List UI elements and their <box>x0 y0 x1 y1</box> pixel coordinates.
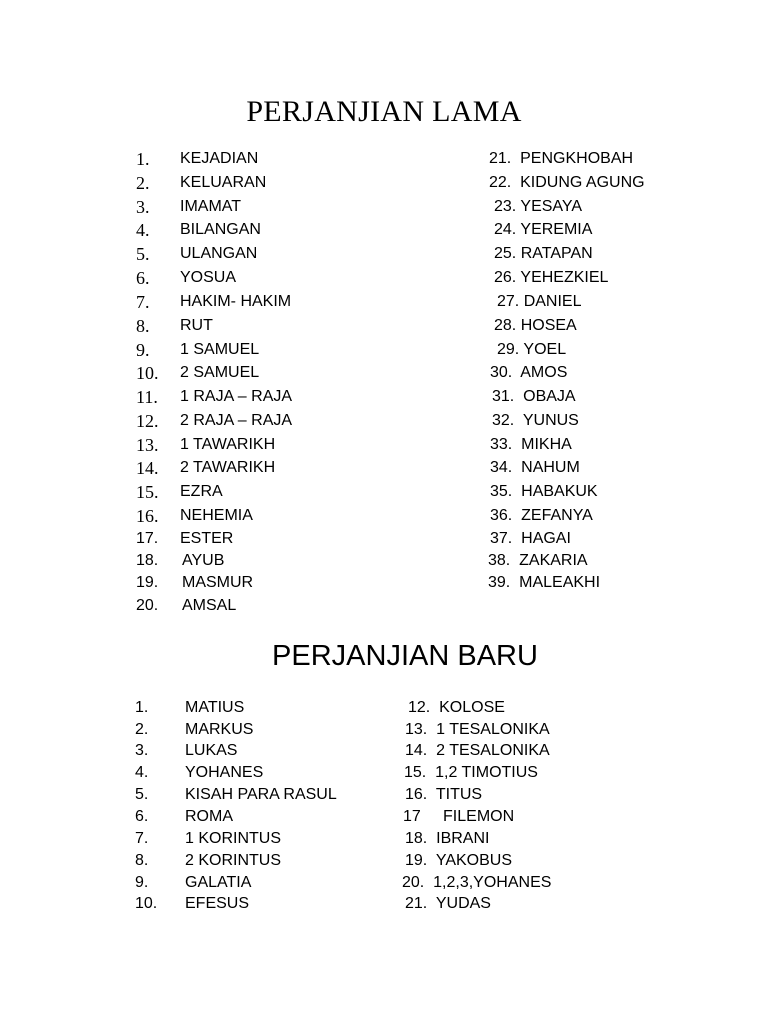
book-number: 3. <box>136 197 150 217</box>
book-name: 1 KORINTUS <box>185 830 282 847</box>
book-number: 2. <box>135 721 149 738</box>
book-number: 19. <box>136 574 159 591</box>
book-entry: 24. YEREMIA <box>494 221 593 238</box>
book-entry: 27. DANIEL <box>497 293 582 310</box>
book-name: 2 TAWARIKH <box>180 459 276 476</box>
book-entry: 28. HOSEA <box>494 317 577 334</box>
book-name: KEJADIAN <box>180 150 259 167</box>
book-name: IMAMAT <box>180 198 242 215</box>
book-name: MASMUR <box>182 574 254 591</box>
book-name: GALATIA <box>185 874 252 891</box>
book-entry: 26. YEHEZKIEL <box>494 269 609 286</box>
book-number: 4. <box>136 220 150 240</box>
book-entry: 18. IBRANI <box>405 830 490 847</box>
new-testament-title: PERJANJIAN BARU <box>272 640 538 672</box>
book-entry: 32. YUNUS <box>492 412 579 429</box>
book-number: 11. <box>136 387 158 407</box>
book-name: YOSUA <box>180 269 237 286</box>
old-testament-title: PERJANJIAN LAMA <box>246 95 522 128</box>
book-number: 20. <box>136 597 159 614</box>
book-name: ROMA <box>185 808 233 825</box>
book-name: RUT <box>180 317 213 334</box>
book-number: 1. <box>135 699 149 716</box>
book-number: 5. <box>135 786 149 803</box>
book-name: 2 RAJA – RAJA <box>180 412 293 429</box>
book-number: 6. <box>136 268 150 288</box>
book-number: 15. <box>136 482 159 502</box>
book-number: 7. <box>135 830 149 847</box>
book-entry: 35. HABAKUK <box>490 483 598 500</box>
book-name: NEHEMIA <box>180 507 253 524</box>
book-entry: 36. ZEFANYA <box>490 507 593 524</box>
book-name: BILANGAN <box>180 221 261 238</box>
book-name: ULANGAN <box>180 245 258 262</box>
book-number: 2. <box>136 173 150 193</box>
book-number: 8. <box>135 852 149 869</box>
book-name: LUKAS <box>185 742 238 759</box>
book-entry: 31. OBAJA <box>492 388 576 405</box>
book-entry: 19. YAKOBUS <box>405 852 513 869</box>
book-entry: 13. 1 TESALONIKA <box>405 721 550 738</box>
book-entry: 23. YESAYA <box>494 198 583 215</box>
book-entry: 21. YUDAS <box>405 895 491 912</box>
book-entry: 38. ZAKARIA <box>488 552 588 569</box>
book-number: 12. <box>136 411 159 431</box>
book-number: 5. <box>136 244 150 264</box>
book-name: 1 TAWARIKH <box>180 436 276 453</box>
book-number: 18. <box>136 552 159 569</box>
book-number: 16. <box>136 506 159 526</box>
book-number: 1. <box>136 149 150 169</box>
book-number: 4. <box>135 764 149 781</box>
book-entry: 30. AMOS <box>490 364 568 381</box>
book-number: 13. <box>136 435 159 455</box>
book-name: AMSAL <box>182 597 237 614</box>
book-entry: 25. RATAPAN <box>494 245 593 262</box>
book-name: 2 KORINTUS <box>185 852 282 869</box>
book-entry: 12. KOLOSE <box>408 699 505 716</box>
book-name: 1 RAJA – RAJA <box>180 388 293 405</box>
book-entry: 17 FILEMON <box>403 808 515 825</box>
book-entry: 33. MIKHA <box>490 436 572 453</box>
book-entry: 29. YOEL <box>497 341 567 358</box>
book-name: EZRA <box>180 483 223 500</box>
book-number: 9. <box>135 874 149 891</box>
book-entry: 37. HAGAI <box>490 530 571 547</box>
book-number: 3. <box>135 742 149 759</box>
book-entry: 15. 1,2 TIMOTIUS <box>404 764 538 781</box>
book-entry: 14. 2 TESALONIKA <box>405 742 550 759</box>
book-number: 14. <box>136 458 159 478</box>
book-number: 7. <box>136 292 150 312</box>
book-name: HAKIM- HAKIM <box>180 293 292 310</box>
book-entry: 39. MALEAKHI <box>488 574 601 591</box>
book-name: ESTER <box>180 530 234 547</box>
book-name: AYUB <box>182 552 225 569</box>
book-number: 10. <box>136 363 159 383</box>
book-name: MARKUS <box>185 721 254 738</box>
book-entry: 22. KIDUNG AGUNG <box>489 174 645 191</box>
book-name: 1 SAMUEL <box>180 341 260 358</box>
book-name: KISAH PARA RASUL <box>185 786 337 803</box>
book-number: 8. <box>136 316 150 336</box>
book-entry: 21. PENGKHOBAH <box>489 150 634 167</box>
book-number: 6. <box>135 808 149 825</box>
book-entry: 34. NAHUM <box>490 459 580 476</box>
book-name: KELUARAN <box>180 174 267 191</box>
book-number: 9. <box>136 340 150 360</box>
book-entry: 16. TITUS <box>405 786 483 803</box>
book-name: MATIUS <box>185 699 245 716</box>
book-name: EFESUS <box>185 895 250 912</box>
book-entry: 20. 1,2,3,YOHANES <box>402 874 552 891</box>
book-name: 2 SAMUEL <box>180 364 260 381</box>
book-number: 10. <box>135 895 158 912</box>
book-number: 17. <box>136 530 159 547</box>
book-name: YOHANES <box>185 764 264 781</box>
